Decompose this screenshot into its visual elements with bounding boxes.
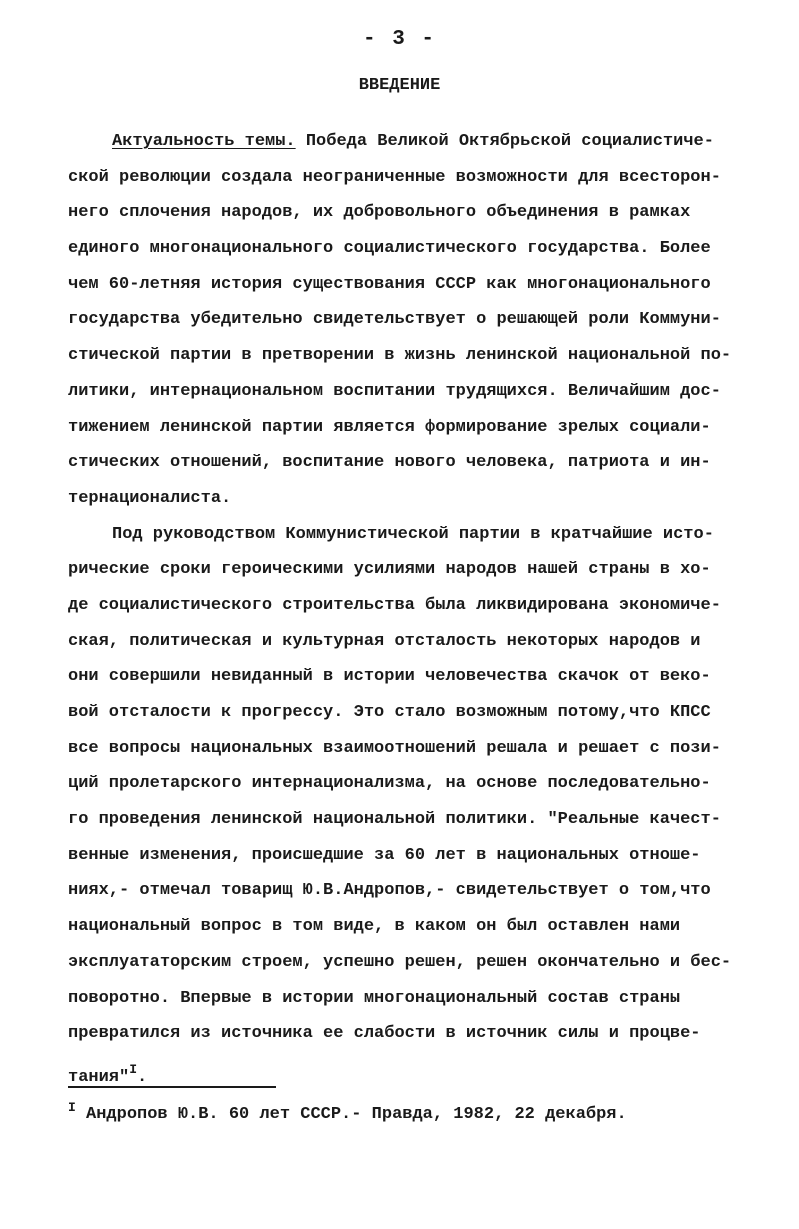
text-line: тернационалиста. (68, 488, 232, 508)
text-line: . (137, 1067, 148, 1087)
text-line: все вопросы национальных взаимоотношений решала и решает с пози- (68, 738, 721, 758)
relevance-heading: Актуальность темы. (112, 132, 296, 151)
text-line: ниях,- отмечал товарищ Ю.В.Андропов,- свидетельствует о том,что (68, 881, 711, 901)
text-line: они совершили невиданный в истории человечества скачок от веко- (68, 667, 711, 687)
text-line: Победа Великой Октябрьской социалистиче- (295, 132, 714, 151)
text-line: рические сроки героическими усилиями народов нашей страны в хо- (68, 560, 711, 580)
footnote-text: Андропов Ю.В. 60 лет СССР.- Правда, 1982, 22 декабря. (75, 1105, 627, 1124)
text-line: ской революции создала неограниченные возможности для всесторон- (68, 167, 721, 187)
main-text (68, 124, 778, 1088)
section-title: ВВЕДЕНИЕ (358, 76, 441, 95)
text-line: национальный вопрос в том виде, в каком он был оставлен нами (68, 917, 681, 937)
text-line: го проведения ленинской национальной политики. "Реальные качест- (68, 810, 721, 830)
text-line: тания" (68, 1067, 130, 1087)
text-line: эксплуататорским строем, успешно решен, решен окончательно и бес- (68, 952, 732, 972)
text-line: ций пролетарского интернационализма, на основе последовательно- (68, 774, 711, 794)
text-line: де социалистического строительства была ликвидирована экономиче- (68, 595, 721, 615)
text-line: тижением ленинской партии является формирование зрелых социали- (68, 417, 711, 437)
text-line: венные изменения, происшедшие за 60 лет в национальных отноше- (68, 845, 701, 865)
text-line: него сплочения народов, их добровольного объединения в рамках (68, 203, 691, 223)
text-line: стических отношений, воспитание нового человека, патриота и ин- (68, 453, 711, 473)
paragraph-1-line (68, 124, 778, 160)
text-line: стической партии в претворении в жизнь ленинской национальной по- (68, 346, 732, 366)
text-line: государства убедительно свидетельствует о решающей роли Коммуни- (68, 310, 721, 330)
text-line: единого многонационального социалистического государства. Более (68, 239, 711, 259)
footnote-reference: I (129, 1061, 138, 1077)
text-line: поворотно. Впервые в истории многонациональный состав страны (68, 988, 681, 1008)
text-line: превратился из источника ее слабости в источник силы и процве- (68, 1024, 701, 1044)
paragraph-2-first-line: Под руководством Коммунистической партии в кратчайшие исто- (112, 524, 714, 544)
text-line: чем 60-летняя история существования СССР как многонационального (68, 274, 711, 294)
footnote-mark: I (68, 1100, 76, 1115)
page-number: - 3 - (362, 28, 436, 51)
text-line: литики, интернациональном воспитании трудящихся. Величайшим дос- (68, 381, 721, 401)
text-line: ская, политическая и культурная отсталость некоторых народов и (68, 631, 701, 651)
footnote-divider (68, 1086, 276, 1088)
footnote (68, 1100, 778, 1124)
paragraph-2-last-line (68, 1052, 778, 1088)
text-line: вой отсталости к прогрессу. Это стало возможным потому,что КПСС (68, 703, 711, 722)
